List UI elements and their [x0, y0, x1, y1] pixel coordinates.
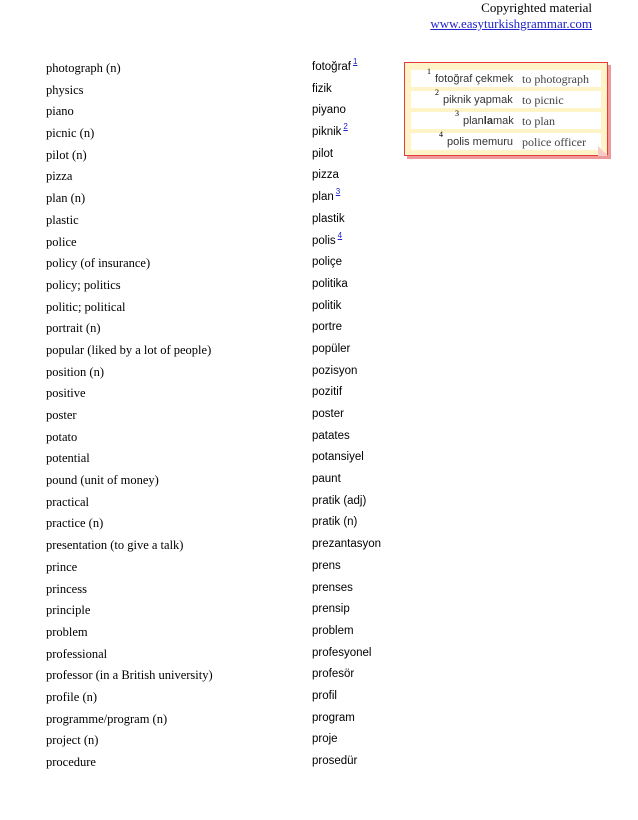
english-word: police — [46, 234, 77, 249]
vocab-row — [46, 341, 376, 363]
turkish-word — [312, 516, 357, 528]
footnote-number: 4 — [439, 130, 443, 139]
english-word: pizza — [46, 169, 73, 184]
english-word: procedure — [46, 755, 96, 769]
footnote-box — [404, 62, 608, 156]
turkish-word — [312, 122, 348, 139]
turkish-word-text: pratik (adj) — [312, 494, 367, 507]
turkish-word-text: popüler — [312, 342, 351, 355]
vocab-row — [46, 189, 376, 211]
vocab-row — [46, 471, 376, 493]
english-word: plan (n) — [46, 191, 86, 206]
vocab-row — [46, 167, 376, 189]
vocab-row — [46, 146, 376, 168]
footnote-english: to picnic — [522, 93, 564, 107]
english-word: positive — [46, 386, 86, 401]
footnote-reference[interactable]: 3 — [335, 187, 341, 197]
vocab-row — [46, 254, 376, 276]
vocab-row — [46, 211, 376, 233]
english-word: practice (n) — [46, 516, 104, 531]
turkish-word — [312, 733, 338, 745]
turkish-word-text: problem — [312, 624, 354, 637]
turkish-word — [312, 430, 350, 442]
turkish-word — [312, 213, 345, 225]
footnote-turkish: piknik yapmak — [443, 94, 513, 106]
turkish-word — [312, 712, 355, 724]
turkish-word-text: pizza — [312, 169, 339, 182]
turkish-word — [312, 690, 337, 702]
vocab-row — [46, 102, 376, 124]
turkish-word — [312, 256, 342, 268]
turkish-word — [312, 365, 357, 377]
footnote-english: police officer — [522, 135, 587, 149]
footnote-number: 3 — [455, 109, 459, 118]
footnote-turkish: polis memuru — [447, 136, 514, 148]
vocab-row — [46, 363, 376, 385]
vocab-row — [46, 493, 376, 515]
english-word: programme/program (n) — [46, 711, 168, 726]
english-word: plastic — [46, 212, 79, 227]
footnote-turkish: fotoğraf çekmek — [435, 73, 514, 85]
english-word: problem — [46, 624, 88, 639]
turkish-word — [312, 408, 344, 420]
english-word: poster — [46, 408, 77, 422]
footnote-english: to plan — [522, 114, 555, 128]
website-link[interactable]: www.easyturkishgrammar.com — [430, 16, 592, 31]
turkish-word-text: fotoğraf — [312, 61, 351, 73]
vocab-row — [46, 124, 376, 146]
english-word: piano — [46, 104, 74, 119]
turkish-word-text: paunt — [312, 473, 341, 486]
english-word: photograph (n) — [46, 61, 121, 75]
turkish-word-text: pilot — [312, 147, 334, 160]
footnote-reference[interactable]: 4 — [337, 230, 343, 240]
turkish-word — [312, 625, 354, 637]
english-word: policy (of insurance) — [46, 256, 151, 271]
turkish-word — [312, 495, 366, 507]
english-word: prince — [46, 559, 78, 574]
english-word: pilot (n) — [46, 147, 87, 162]
vocab-row — [46, 601, 376, 623]
english-word: professional — [46, 646, 108, 661]
page-curl — [598, 146, 608, 156]
turkish-word-text: prezantasyon — [312, 538, 382, 551]
english-word: principle — [46, 603, 91, 618]
turkish-word — [312, 169, 339, 181]
footnote-english: to photograph — [522, 72, 589, 86]
turkish-word — [312, 603, 350, 615]
turkish-word-text: proje — [312, 733, 338, 746]
vocab-row — [46, 645, 376, 667]
turkish-word — [312, 187, 341, 204]
turkish-word — [312, 230, 343, 247]
turkish-word-text: politika — [312, 277, 348, 290]
vocab-row — [46, 428, 376, 450]
turkish-word — [312, 451, 364, 463]
vocab-row — [46, 81, 376, 103]
english-word: professor (in a British university) — [46, 668, 213, 683]
vocab-row — [46, 384, 376, 406]
english-word: presentation (to give a talk) — [46, 538, 184, 553]
english-word: position (n) — [46, 364, 104, 379]
footnote-reference[interactable]: 1 — [353, 57, 358, 66]
turkish-word — [312, 538, 381, 550]
turkish-word — [312, 582, 353, 594]
turkish-word — [312, 148, 333, 160]
vocab-row — [46, 536, 382, 558]
english-word: profile (n) — [46, 689, 98, 704]
english-word: picnic (n) — [46, 126, 95, 141]
vocab-row — [46, 710, 376, 732]
turkish-word — [312, 104, 346, 116]
vocab-row — [46, 276, 376, 298]
vocab-row — [46, 319, 376, 341]
copyright-notice: Copyrighted material — [481, 0, 592, 15]
english-word: potential — [46, 451, 90, 466]
vocab-row — [46, 514, 376, 536]
turkish-word-text: pozitif — [312, 386, 343, 399]
turkish-word-text: plan — [312, 191, 334, 204]
vocab-row — [46, 731, 376, 753]
english-word: potato — [46, 429, 78, 444]
turkish-word-text: pozisyon — [312, 364, 358, 377]
english-word: portrait (n) — [46, 321, 101, 336]
footnote-4 — [411, 130, 601, 150]
english-word: pound (unit of money) — [46, 473, 159, 488]
footnote-number: 1 — [427, 67, 431, 76]
turkish-word-text: polis — [312, 234, 336, 247]
vocab-row — [46, 688, 376, 710]
english-word: politic; political — [46, 299, 126, 314]
turkish-word-text: fizik — [312, 82, 332, 95]
turkish-word — [312, 321, 342, 333]
vocab-row — [46, 666, 376, 688]
vocab-row — [46, 558, 376, 580]
vocab-row — [46, 230, 376, 255]
turkish-word-text: profesör — [312, 668, 355, 681]
turkish-word-text: potansiyel — [312, 451, 364, 464]
footnote-2 — [411, 88, 601, 108]
turkish-word — [312, 668, 354, 680]
turkish-word-text: profil — [312, 689, 337, 702]
english-word: project (n) — [46, 733, 99, 748]
vocab-row — [46, 59, 376, 81]
turkish-word — [312, 560, 341, 572]
turkish-word — [312, 386, 342, 398]
footnote-turkish: planlamak — [463, 115, 514, 127]
turkish-word-text: poliçe — [312, 256, 343, 269]
turkish-word-text: plastik — [312, 212, 345, 225]
turkish-word-text: patates — [312, 429, 350, 442]
turkish-word — [312, 647, 371, 659]
vocab-row — [46, 298, 376, 320]
turkish-word-text: program — [312, 711, 355, 724]
english-word: physics — [46, 82, 84, 97]
turkish-word-text: pratik (n) — [312, 516, 358, 529]
turkish-word — [312, 57, 358, 73]
page-header — [430, 0, 592, 32]
vocab-row — [46, 449, 376, 471]
turkish-word — [312, 300, 341, 312]
vocab-row — [46, 580, 376, 602]
english-word: practical — [46, 494, 90, 509]
footnote-number: 2 — [435, 88, 439, 97]
turkish-word — [312, 755, 357, 767]
turkish-word-text: piknik — [312, 126, 342, 139]
footnote-3 — [411, 109, 601, 129]
footnote-reference[interactable]: 2 — [343, 122, 348, 132]
english-word: policy; politics — [46, 277, 121, 292]
english-word: princess — [46, 581, 87, 596]
vocab-row — [46, 406, 376, 428]
turkish-word-text: prens — [312, 559, 341, 572]
turkish-word — [312, 278, 348, 290]
vocab-row — [46, 623, 376, 645]
turkish-word-text: politik — [312, 299, 342, 312]
turkish-word-text: prosedür — [312, 755, 358, 767]
turkish-word — [312, 473, 341, 485]
turkish-word-text: poster — [312, 408, 344, 420]
turkish-word-text: prenses — [312, 581, 353, 594]
turkish-word-text: prensip — [312, 603, 350, 616]
vocab-row — [46, 753, 376, 775]
turkish-word-text: piyano — [312, 104, 346, 117]
turkish-word-text: portre — [312, 321, 343, 334]
vocabulary-list — [46, 57, 382, 775]
turkish-word-text: profesyonel — [312, 646, 372, 659]
turkish-word — [312, 83, 332, 95]
footnote-1 — [411, 67, 601, 87]
english-word: popular (liked by a lot of people) — [46, 342, 212, 357]
turkish-word — [312, 343, 350, 355]
